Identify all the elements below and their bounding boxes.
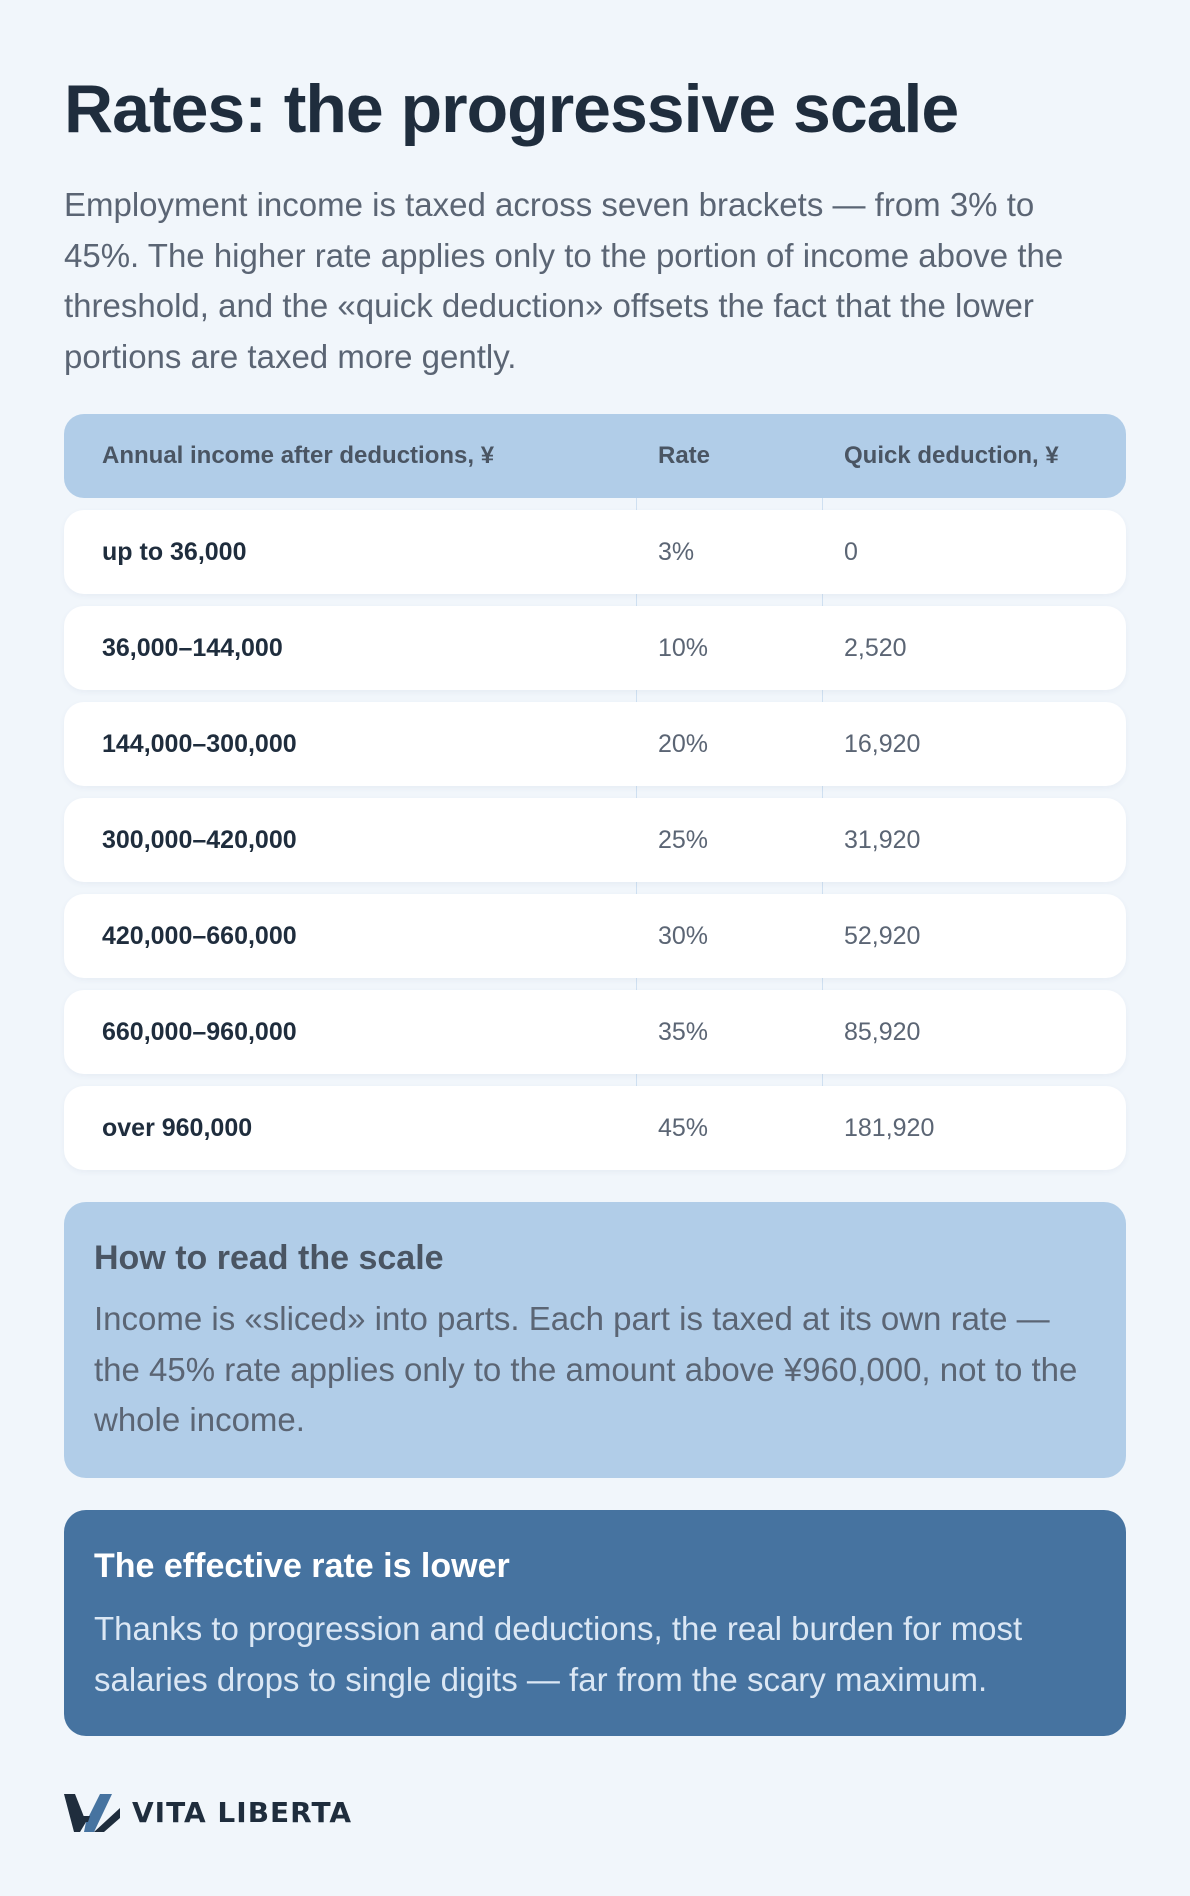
how-to-read-body: Income is «sliced» into parts. Each part is taxed at its own rate — the 45% rate applies only to the amount above ¥960,000, not to the whole income. bbox=[94, 1300, 1078, 1438]
income-range: 300,000–420,000 bbox=[102, 825, 297, 854]
effective-rate-card bbox=[64, 1510, 1126, 1736]
header-quick-deduction: Quick deduction, ¥ bbox=[844, 442, 1059, 469]
effective-rate-body: Thanks to progression and deductions, the real burden for most salaries drops to single digits — far from the scary maximum. bbox=[94, 1610, 1023, 1698]
table-row bbox=[64, 606, 1126, 690]
quick-deduction-value: 85,920 bbox=[844, 1017, 921, 1046]
intro-paragraph: Employment income is taxed across seven brackets — from 3% to 45%. The higher rate applies only to the portion of income above the threshold, and the «quick deduction» offsets the fact that the lower portions are taxed more gently. bbox=[64, 186, 1064, 375]
quick-deduction-value: 0 bbox=[844, 537, 858, 566]
table-row bbox=[64, 894, 1126, 978]
rate-value: 25% bbox=[658, 825, 709, 854]
rate-value: 3% bbox=[658, 537, 695, 566]
tax-rate-table bbox=[64, 414, 1126, 1142]
table-row bbox=[64, 798, 1126, 882]
how-to-read-card bbox=[64, 1202, 1126, 1478]
table-row bbox=[64, 702, 1126, 786]
page-title: Rates: the progressive scale bbox=[64, 71, 959, 147]
quick-deduction-value: 31,920 bbox=[844, 825, 921, 854]
table-row bbox=[64, 990, 1126, 1074]
quick-deduction-value: 181,920 bbox=[844, 1113, 935, 1142]
table-row bbox=[64, 510, 1126, 594]
income-range: 144,000–300,000 bbox=[102, 729, 297, 758]
quick-deduction-value: 2,520 bbox=[844, 633, 907, 662]
quick-deduction-value: 52,920 bbox=[844, 921, 921, 950]
income-range: 36,000–144,000 bbox=[102, 633, 283, 662]
quick-deduction-value: 16,920 bbox=[844, 729, 921, 758]
rate-value: 20% bbox=[658, 729, 709, 758]
income-range: 420,000–660,000 bbox=[102, 921, 297, 950]
vita-liberta-logo-icon bbox=[64, 1792, 120, 1832]
income-range: 660,000–960,000 bbox=[102, 1017, 297, 1046]
income-range: over 960,000 bbox=[102, 1113, 253, 1142]
income-range: up to 36,000 bbox=[102, 537, 247, 566]
table-row bbox=[64, 1086, 1126, 1170]
brand-name: VITA LIBERTA bbox=[132, 1795, 353, 1829]
header-rate: Rate bbox=[658, 442, 711, 469]
rate-value: 35% bbox=[658, 1017, 709, 1046]
rate-value: 10% bbox=[658, 633, 709, 662]
how-to-read-heading: How to read the scale bbox=[94, 1239, 444, 1277]
rate-value: 30% bbox=[658, 921, 709, 950]
effective-rate-heading: The effective rate is lower bbox=[94, 1547, 510, 1585]
header-income: Annual income after deductions, ¥ bbox=[102, 442, 495, 469]
table-header bbox=[64, 414, 1126, 498]
rate-value: 45% bbox=[658, 1113, 709, 1142]
brand-logo bbox=[64, 1792, 352, 1832]
